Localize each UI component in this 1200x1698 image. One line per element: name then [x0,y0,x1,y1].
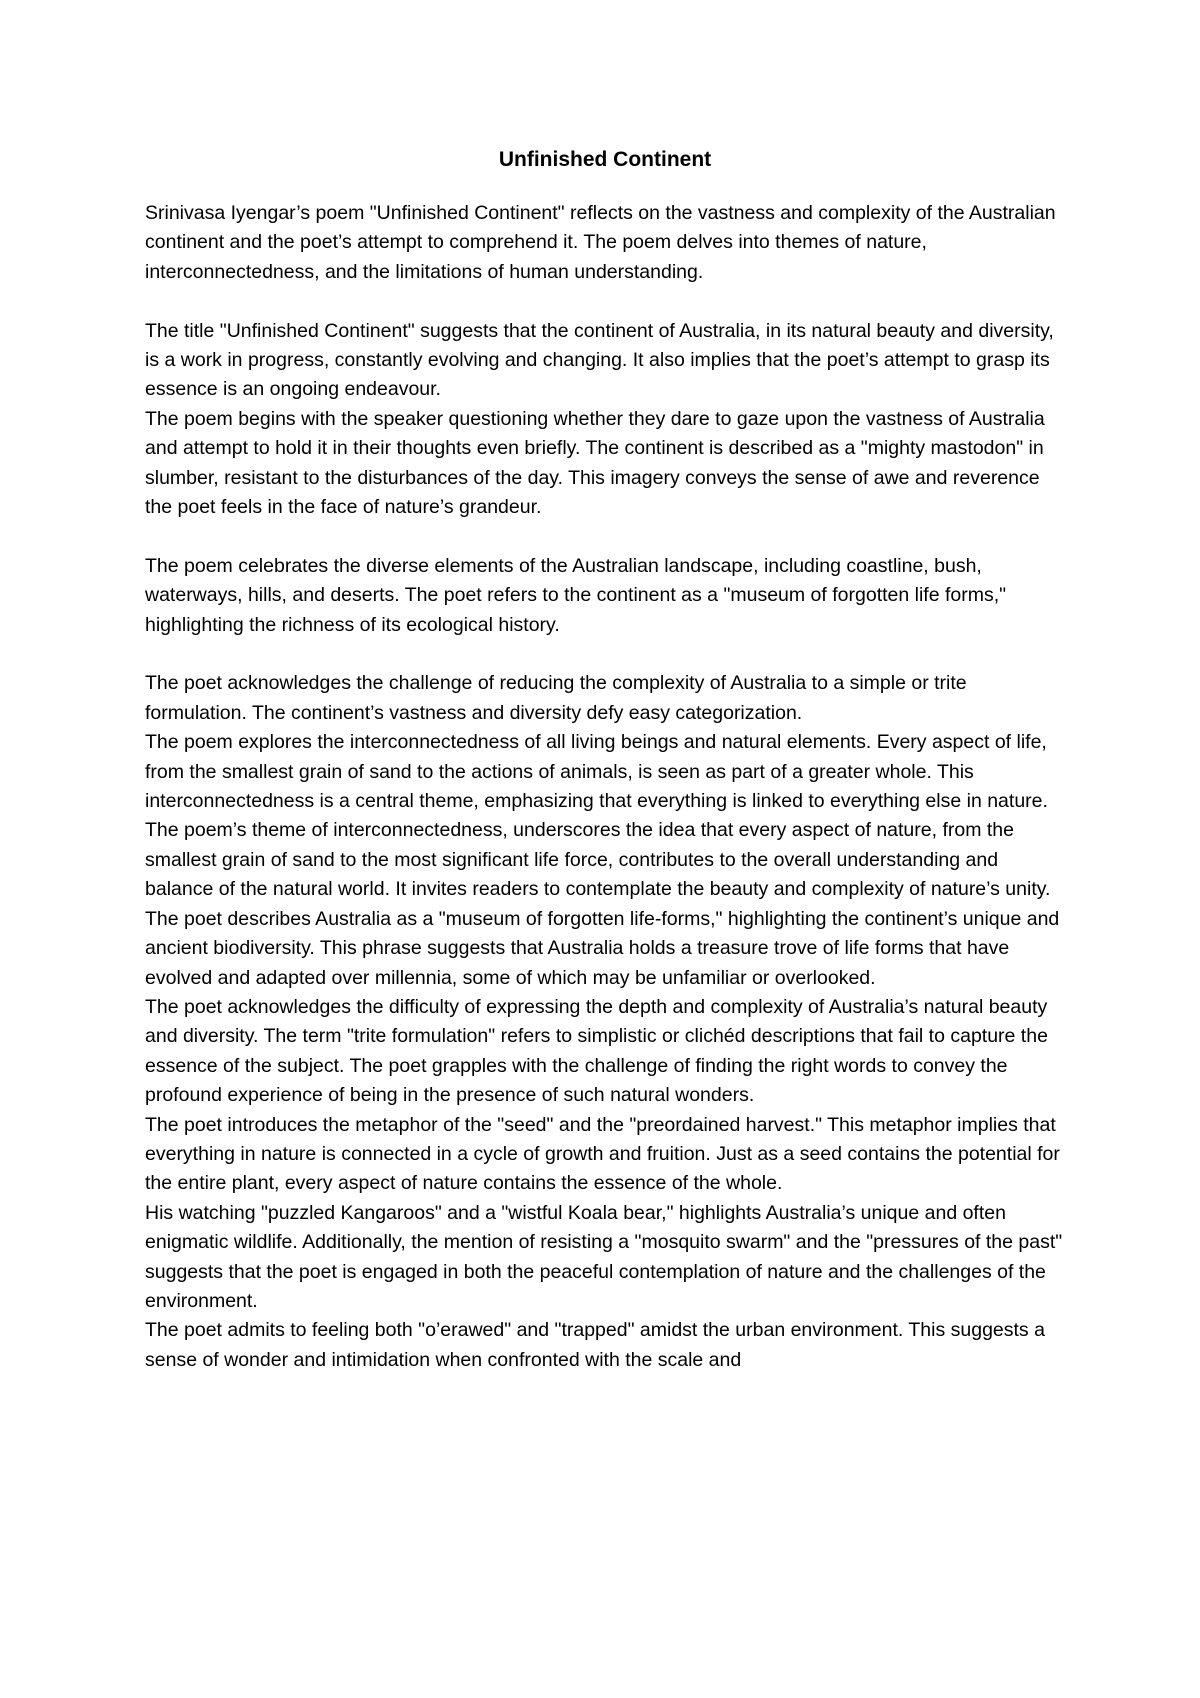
paragraph-gap [145,640,1065,669]
paragraph-trite-formulation: The poet acknowledges the difficulty of expressing the depth and complexity of Australia’s natural beauty and diversity. The term "trite formulation" refers to simplistic or clichéd descriptions that fail to capture the essence of the subject. The poet grapples with the challenge of finding the right words to convey the profound experience of being in the presence of such natural wonders. [145,995,1048,1107]
paragraph-urban: The poet admits to feeling both "o’erawed" and "trapped" amidst the urban environment. This suggests a sense of wonder and intimidation when confronted with the scale and [145,1319,1045,1371]
paragraph-gap [145,287,1065,316]
paragraph-landscape: The poem celebrates the diverse elements of the Australian landscape, including coastline, bush, waterways, hills, and deserts. The poet refers to the continent as a "museum of forgotten life forms," highlighting the richness of its ecological history. [145,554,1007,636]
paragraph-interconnectedness: The poem explores the interconnectedness of all living beings and natural elements. Every aspect of life, from the smallest grain of sand to the actions of animals, is seen as part of a greater whole. This interconnectedness is a central theme, emphasizing that everything is linked to everything else in nature. The poem’s theme of interconnectedness, underscores the idea that every aspect of nature, from the smallest grain of sand to the most significant life force, contributes to the overall understanding and balance of the natural world. It invites readers to contemplate the beauty and complexity of nature’s unity. [145,731,1051,901]
document-page [145,145,1065,1375]
paragraph-opening: The poem begins with the speaker questioning whether they dare to gaze upon the vastness of Australia and attempt to hold it in their thoughts even briefly. The continent is described as a "mighty mastodon" in slumber, resistant to the disturbances of the day. This imagery conveys the sense of awe and reverence the poet feels in the face of nature’s grandeur. [145,407,1045,519]
paragraph-wildlife: His watching "puzzled Kangaroos" and a "wistful Koala bear," highlights Australia’s unique and often enigmatic wildlife. Additionally, the mention of resisting a "mosquito swarm" and the "pressures of the past" suggests that the poet is engaged in both the peaceful contemplation of nature and the challenges of the environment. [145,1201,1063,1312]
paragraph-title-meaning: The title "Unfinished Continent" suggests that the continent of Australia, in its natural beauty and diversity, is a work in progress, constantly evolving and changing. It also implies that the poet’s attempt to grasp its essence is an ongoing endeavour. [145,319,1054,401]
paragraph-museum: The poet describes Australia as a "museum of forgotten life-forms," highlighting the continent’s unique and ancient biodiversity. This phrase suggests that Australia holds a treasure trove of life forms that have evolved and adapted over millennia, some of which may be unfamiliar or overlooked. [145,907,1060,989]
paragraph-challenge: The poet acknowledges the challenge of reducing the complexity of Australia to a simple or trite formulation. The continent’s vastness and diversity defy easy categorization. [145,672,967,724]
document-title: Unfinished Continent [498,148,712,171]
paragraph-seed-metaphor: The poet introduces the metaphor of the "seed" and the "preordained harvest." This metaphor implies that everything in nature is connected in a cycle of growth and fruition. Just as a seed contains the potential for the entire plant, every aspect of nature contains the essence of the whole. [145,1113,1060,1195]
paragraph-intro: Srinivasa Iyengar’s poem "Unfinished Continent" reflects on the vastness and complexity of the Australian continent and the poet’s attempt to comprehend it. The poem delves into themes of nature, interconnectedness, and the limitations of human understanding. [145,202,1056,283]
paragraph-gap [145,522,1065,551]
